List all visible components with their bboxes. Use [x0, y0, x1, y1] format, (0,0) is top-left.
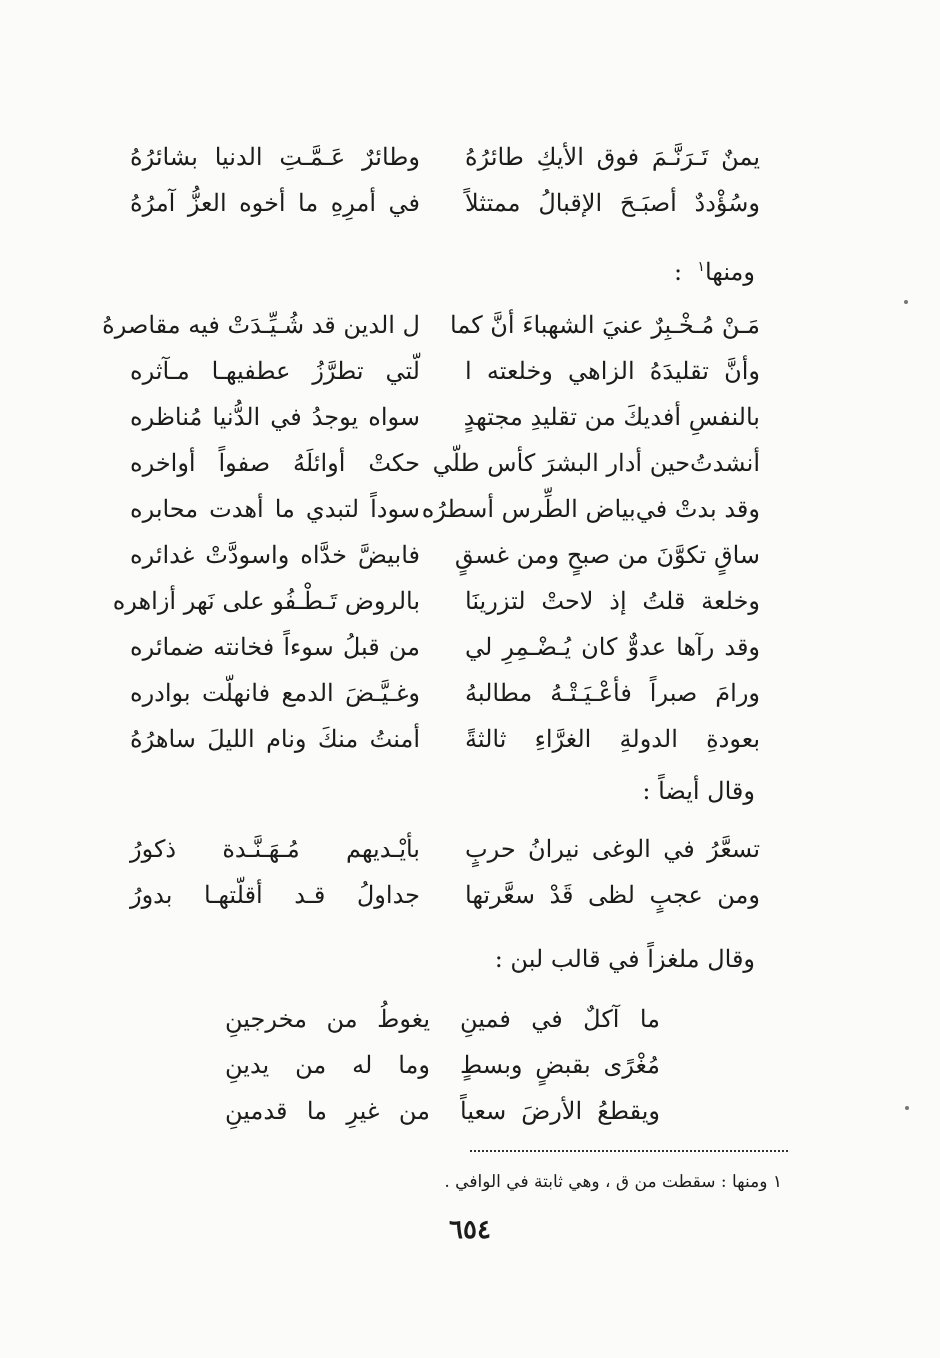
- section-heading: وقال أيضاً :: [642, 777, 755, 805]
- section-heading: [674, 244, 755, 295]
- verse-line: [102, 302, 760, 348]
- heading-colon: :: [674, 258, 683, 286]
- second-hemistich: من غيرِ ما قدمينِ: [225, 1097, 430, 1125]
- first-hemistich: يمنٌ تَـرَنَّـمَ فوق الأيكِ طائرُهُ: [465, 143, 760, 171]
- second-hemistich: من قبلُ سوءاً فخانته ضمائره: [130, 633, 420, 661]
- second-hemistich: بالروض تَـطْـفُو على نَهر أزاهره: [112, 587, 420, 615]
- first-hemistich: وسُؤْددٌ أصبَـحَ الإقبالُ ممتثلاً: [465, 189, 760, 217]
- second-hemistich: وطائرٌ عَـمَّـتِ الدنيا بشائرُهُ: [130, 143, 420, 171]
- second-hemistich: يغوطُ من مخرجينِ: [225, 1005, 430, 1033]
- footnote-separator: [470, 1150, 788, 1152]
- verse-line: [130, 394, 760, 440]
- verse-line: [130, 670, 760, 716]
- second-hemistich: وغـيَّـضَ الدمع فانهلّت بوادره: [130, 679, 420, 707]
- first-hemistich: تسعَّرُ في الوغى نيرانُ حربٍ: [465, 835, 760, 863]
- second-hemistich: حكتْ أوائلَهُ صفواً أواخره: [130, 449, 420, 477]
- page-number: ٦٥٤: [449, 1215, 491, 1245]
- second-hemistich: جداولُ قـد أقلّتهـا بدورُ: [130, 881, 420, 909]
- second-hemistich: وما له من يدينِ: [225, 1051, 430, 1079]
- verse-line: [130, 624, 760, 670]
- scan-speck: [904, 300, 908, 304]
- verse-line: [130, 440, 760, 486]
- verse-line: [130, 532, 760, 578]
- first-hemistich: ويقطعُ الأرضَ سعياً: [460, 1097, 660, 1125]
- verse-line: [225, 996, 660, 1042]
- first-hemistich: مُغْرًى بقبضٍ وبسطٍ: [460, 1051, 660, 1079]
- first-hemistich: بالنفسِ أفديكَ من تقليدِ مجتهدٍ: [463, 403, 760, 431]
- verse-line: [130, 826, 760, 872]
- footnote: ١ ومنها : سقطت من ق ، وهي ثابتة في الوافي .: [444, 1172, 782, 1192]
- scan-speck: [905, 1106, 909, 1110]
- verse-line: [130, 134, 760, 180]
- verse-line: [130, 716, 760, 762]
- verse-line: [112, 578, 760, 624]
- second-hemistich: أمنتُ منكَ ونام الليلَ ساهرُهُ: [130, 725, 420, 753]
- footnote-marker: ١: [697, 259, 705, 275]
- second-hemistich: سواه يوجدُ في الدُّنيا مُناظره: [130, 403, 420, 431]
- verse-line: [130, 486, 760, 532]
- verse-line: [225, 1042, 660, 1088]
- first-hemistich: وقد رآها عدوٌّ كان يُـضْـمِرِ لي: [465, 633, 760, 661]
- second-hemistich: ل الدين قد شُـيِّـدَتْ فيه مقاصرهُ: [102, 311, 420, 339]
- second-hemistich: في أمرِهِ ما أخوه العزُّ آمرُهُ: [130, 189, 420, 217]
- second-hemistich: بأيْـديهم مُـهَـنَّـدة ذكورُ: [130, 835, 420, 863]
- verse-line: [225, 1088, 660, 1134]
- first-hemistich: بعودةِ الدولةِ الغرَّاءِ ثالثةً: [465, 725, 760, 753]
- verse-line: [130, 348, 760, 394]
- first-hemistich: وخلعة قلتُ إذ لاحتْ لتزرينَا: [465, 587, 760, 615]
- first-hemistich: مَـنْ مُـخْـبِرٌ عنيَ الشهباءَ أنَّ كما: [450, 311, 760, 339]
- first-hemistich: ورامَ صبراً فأعْـيَـتْـهُ مطالبهُ: [465, 679, 760, 707]
- heading-text: ومنها: [704, 258, 755, 286]
- first-hemistich: وقد بدتْ في‌بياض الطِّرس أسطرُه: [421, 495, 760, 523]
- first-hemistich: ساقٍ تكوَّنَ من صبحٍ ومن غسقٍ: [454, 541, 760, 569]
- first-hemistich: وأنَّ تقليدَهُ الزاهي وخلعته ا: [465, 357, 760, 385]
- second-hemistich: سوداً لتبدي ما أهدت محابره: [130, 495, 420, 523]
- first-hemistich: أنشدتُ‌حين أدار البشرَ كأس طلّي: [432, 449, 760, 477]
- verse-line: [130, 180, 760, 226]
- section-heading: وقال ملغزاً في قالب لبن :: [494, 945, 755, 973]
- second-hemistich: لّتي تطرَّزُ عطفيهـا مـآثره: [130, 357, 420, 385]
- second-hemistich: فابيضَّ خدَّاه واسودَّتْ غدائره: [130, 541, 420, 569]
- first-hemistich: ومن عجبٍ لظى قَدْ سعَّرتها: [465, 881, 760, 909]
- first-hemistich: ما آكلٌ في فمينِ: [460, 1005, 660, 1033]
- verse-line: [130, 872, 760, 918]
